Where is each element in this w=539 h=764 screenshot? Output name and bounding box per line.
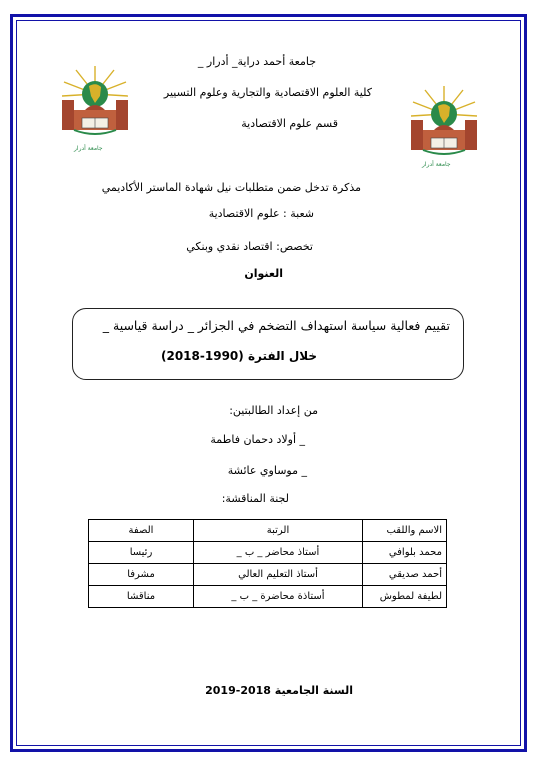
member-rank: أستاذة محاضرة _ ب _ xyxy=(194,586,363,608)
title-heading: العنوان xyxy=(244,267,283,280)
students-heading: من إعداد الطالبتين: xyxy=(229,404,318,417)
member-rank: أستاذ محاضر _ ب _ xyxy=(194,542,363,564)
column-header-name: الاسم واللقب xyxy=(363,520,447,542)
department-name: قسم علوم الاقتصادية xyxy=(241,117,338,130)
logo-caption-left: جامعة أدرار xyxy=(74,145,103,152)
university-name: جامعة أحمد دراية_ أدرار _ xyxy=(197,55,316,68)
member-rank: أستاذ التعليم العالي xyxy=(194,564,363,586)
thesis-title-line1: تقييم فعالية سياسة استهداف التضخم في الجزائر _ دراسة قياسية _ xyxy=(102,318,450,333)
memo-branch: شعبة : علوم الاقتصادية xyxy=(208,207,314,220)
member-role: رئيسا xyxy=(89,542,194,564)
table-row xyxy=(89,564,447,586)
member-name: أحمد صديقي xyxy=(363,564,447,586)
member-role: مشرفا xyxy=(89,564,194,586)
memo-purpose: مذكرة تدخل ضمن متطلبات نيل شهادة الماستر الأكاديمي xyxy=(101,181,361,194)
member-name: لطيفة لمطوش xyxy=(363,586,447,608)
faculty-name: كلية العلوم الاقتصادية والتجارية وعلوم التسيير xyxy=(163,86,372,99)
student-name-2: _ موساوي عائشة xyxy=(227,464,307,477)
table-row xyxy=(89,586,447,608)
thesis-title-line2: خلال الفترة (1990-2018) xyxy=(161,349,317,363)
member-name: محمد بلوافي xyxy=(363,542,447,564)
committee-table xyxy=(88,519,447,608)
academic-year: السنة الجامعية 2018-2019 xyxy=(205,684,353,697)
logo-caption-right: جامعة أدرار xyxy=(422,161,451,168)
university-logo-left xyxy=(56,60,134,144)
table-row xyxy=(89,542,447,564)
committee-heading: لجنة المناقشة: xyxy=(221,492,289,505)
column-header-role: الصفة xyxy=(89,520,194,542)
member-role: مناقشا xyxy=(89,586,194,608)
student-name-1: _ أولاد دحمان فاطمة xyxy=(210,433,305,446)
memo-specialization: تخصص: اقتصاد نقدي وبنكي xyxy=(186,240,313,253)
table-header-row xyxy=(89,520,447,542)
university-logo-right xyxy=(405,80,483,164)
column-header-rank: الرتبة xyxy=(194,520,363,542)
